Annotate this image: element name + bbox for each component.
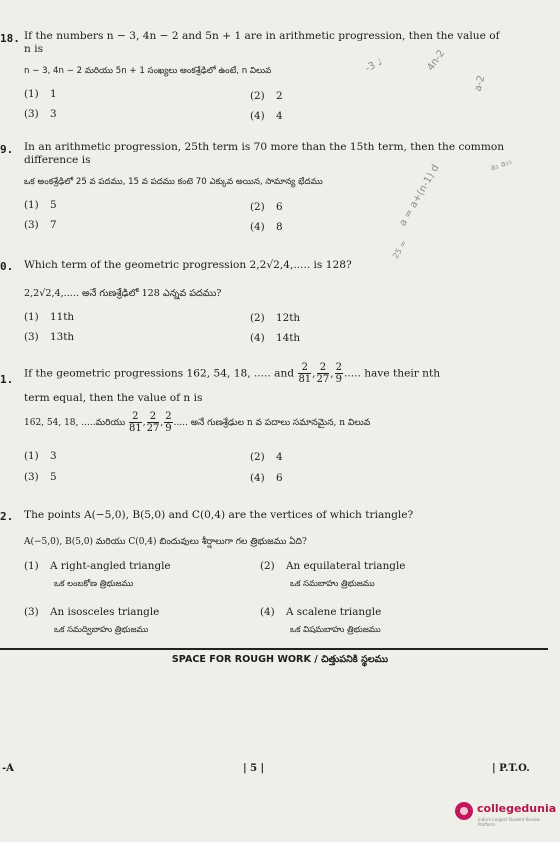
option-4: (4) 4 — [250, 110, 283, 122]
option-1: (1) 11th — [24, 311, 75, 323]
option-1: (1) 3 — [24, 450, 57, 462]
rough-work-heading: SPACE FOR ROUGH WORK / చిత్తుపనికి స్థలము — [171, 654, 389, 665]
question-text-telugu: ఒక అంకశ్రేఢిలో 25 వ పదము, 15 వ పదము కంటె 70 ఎక్కువ అయిన, సామాన్య భేదము — [24, 177, 323, 187]
option-1: (1) A right-angled triangle ఒక లంబకోణ త్రిభుజము — [24, 560, 171, 588]
question-text: If the geometric progressions 162, 54, 18, ..... and $\frac{2}{81}$ , $\frac{2}{27}$ , $\frac{2}{9}$ ..... have their nth — [24, 362, 441, 385]
question-text: Which term of the geometric progression 2,2√2,4,..... is 128? — [24, 259, 352, 271]
fraction: $\frac{2}{27}$ — [316, 362, 330, 385]
logo-icon — [455, 802, 473, 820]
fraction: $\frac{2}{9}$ — [335, 362, 343, 385]
option-1: (1) 5 — [24, 199, 57, 211]
page-number: | 5 | — [243, 763, 265, 774]
pencil-scribble: 25 = — [390, 238, 409, 261]
question-number: 0. — [0, 260, 14, 273]
pencil-scribble: 4n-2 — [425, 48, 448, 73]
option-2: (2) An equilateral triangle ఒక సమబాహు త్రిభుజము — [260, 560, 406, 588]
divider — [0, 648, 548, 650]
question-text: The points A(−5,0), B(5,0) and C(0,4) are the vertices of which triangle? — [24, 509, 414, 521]
question-text: In an arithmetic progression, 25th term is 70 more than the 15th term, then the common difference is — [24, 141, 505, 166]
footer-code: -A — [2, 763, 14, 774]
question-number: 9. — [0, 143, 14, 156]
pencil-scribble: a₂ a₁₅ — [489, 156, 513, 173]
fraction: $\frac{2}{81}$ — [298, 362, 312, 385]
collegedunia-logo: collegedunia India's Largest Student Review Platform — [455, 800, 555, 830]
pencil-scribble: a-2 — [472, 74, 488, 93]
option-4: (4) 14th — [250, 332, 301, 344]
option-2: (2) 12th — [250, 312, 301, 324]
pencil-scribble: -3 ♩ — [363, 56, 385, 75]
question-text-telugu: A(−5,0), B(5,0) మరియు C(0,4) బిందువులు శీర్షాలుగా గల త్రిభుజము ఏది? — [24, 537, 307, 547]
option-2: (2) 2 — [250, 90, 283, 102]
question-text-continued: term equal, then the value of n is — [24, 392, 203, 404]
fraction: $\frac{2}{9}$ — [165, 411, 172, 434]
option-3: (3) 7 — [24, 219, 57, 231]
option-3: (3) 13th — [24, 331, 75, 343]
fraction: $\frac{2}{27}$ — [146, 411, 160, 434]
option-4: (4) 8 — [250, 221, 283, 233]
question-number: 2. — [0, 510, 14, 523]
question-number: 18. — [0, 32, 20, 45]
fraction: $\frac{2}{81}$ — [128, 411, 142, 434]
option-3: (3) 5 — [24, 471, 57, 483]
question-number: 1. — [0, 373, 14, 386]
question-text-telugu: 162, 54, 18, .....మరియు $\frac{2}{81}$ , $\frac{2}{27}$ , $\frac{2}{9}$ ..... అనే గుణశ్రేఢుల n వ పదాలు సమానమైన, n విలువ — [24, 411, 371, 434]
question-text-telugu: n − 3, 4n − 2 మరియు 5n + 1 సంఖ్యలు అంకశ్రేఢిలో ఉంటే, n విలువ — [24, 66, 272, 76]
pencil-scribble: a = a+(n-1) d — [397, 162, 442, 229]
pto-label: | P.T.O. — [492, 763, 530, 774]
option-4: (4) 6 — [250, 472, 283, 484]
option-4: (4) A scalene triangle ఒక విషమబాహు త్రిభుజము — [260, 606, 382, 634]
option-1: (1) 1 — [24, 88, 57, 100]
question-text-telugu: 2,2√2,4,..... అనే గుణశ్రేఢిలో 128 ఎన్నవ పదము? — [24, 288, 222, 299]
option-2: (2) 4 — [250, 451, 283, 463]
question-text: If the numbers n − 3, 4n − 2 and 5n + 1 are in arithmetic progression, then the value of n is — [24, 30, 500, 55]
option-3: (3) An isosceles triangle ఒక సమద్విబాహు త్రిభుజము — [24, 606, 160, 634]
option-3: (3) 3 — [24, 108, 57, 120]
option-2: (2) 6 — [250, 201, 283, 213]
